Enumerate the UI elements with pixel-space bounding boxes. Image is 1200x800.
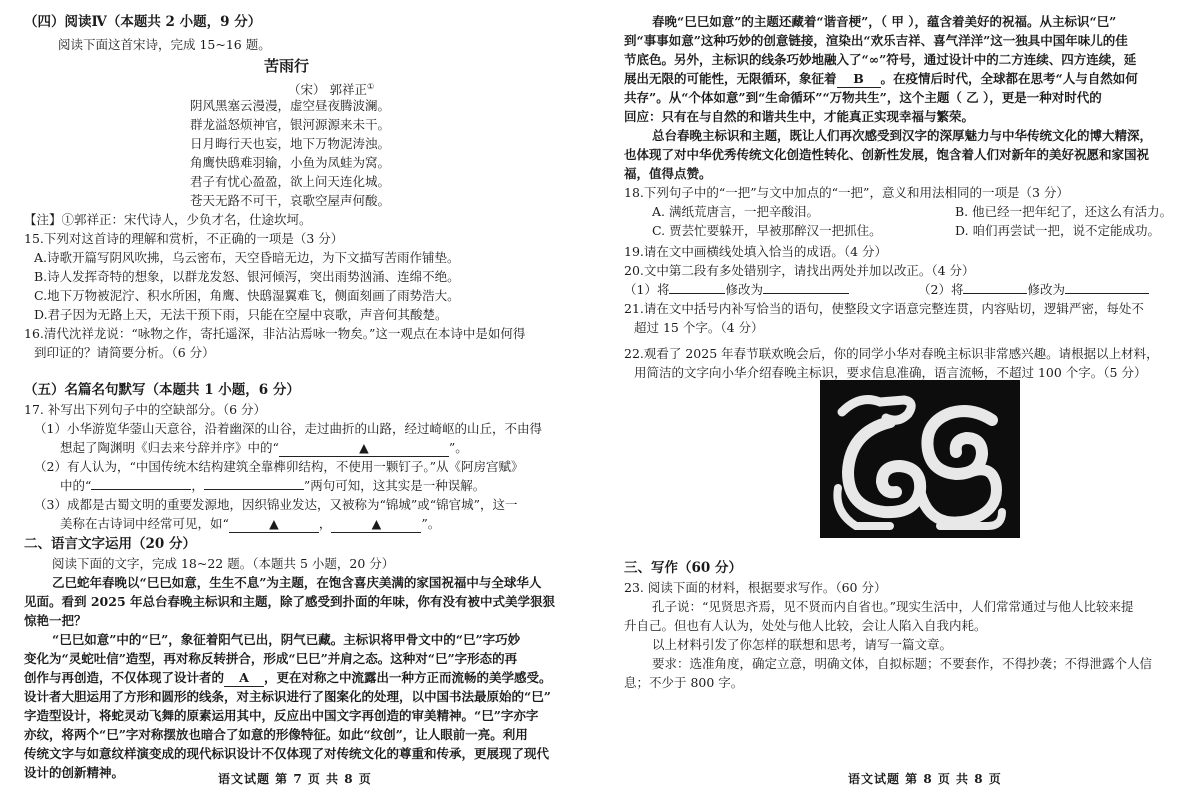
q20-blank-1b[interactable] [763,293,849,294]
q18-option-c: C. 贾芸忙要躲开，早被那醉汉一把抓住。 [652,223,882,238]
passage-p4-line: 总台春晚主标识和主题，既让人们再次感受到汉字的深厚魅力与中华传统文化的博大精深， [652,128,1153,143]
q18-stem: 18.下列句子中的“一把”与文中加点的“一把”，意义和用法相同的一项是（3 分） [624,185,1069,200]
gala-emblem-image [820,380,1020,538]
q17-item3-line2: 美称在古诗词中经常可见，如“ ▲ ， ▲ ”。 [60,516,441,531]
q20-blank-1a[interactable] [669,293,725,294]
q17-blank-3a[interactable]: ▲ [229,516,319,533]
q21-line1: 21.请在文中括号内补写恰当的语句，使整段文字语意完整连贯，内容贴切，逻辑严密，每处不 [624,301,1144,316]
poem-author: （宋） 郭祥正① [288,82,375,98]
section3-heading: 三、写作（60 分） [624,560,742,576]
poem-line: 苍天无路不可干，哀歌空屋声何酸。 [190,193,391,208]
passage-p1-line2: 见面。看到 2025 年总台春晚主标识和主题，除了感受到扑面的年味，你有没有被中式美学狠狠 [24,594,555,609]
q18-option-d: D. 咱们再尝试一把，说不定能成功。 [955,223,1161,238]
q19-stem: 19.请在文中画横线处填入恰当的成语。（4 分） [624,244,888,259]
q20-row: （2）将 修改为 [918,282,1149,298]
q15-option-b: B.诗人发挥奇特的想象，以群龙发怒、银河倾泻，突出雨势汹涌、连绵不绝。 [34,269,460,284]
passage-p3-line: 节底色。另外，主标识的线条巧妙地融入了“∞”符号，通过设计中的二方连续、四方连续，延 [624,52,1137,67]
page-footer-7: 语文试题 第 7 页 共 8 页 [218,772,372,786]
q18-option-a: A. 满纸荒唐言，一把辛酸泪。 [652,204,819,219]
q17-blank-1[interactable]: ▲ [279,440,449,457]
passage-p3-line: 回应：只有在与自然的和谐共生中，才能真正实现幸福与繁荣。 [624,109,975,124]
q23-material-line2: 升自己。但也有人认为，处处与他人比较，会让人陷入自我内耗。 [624,618,987,633]
blank-a[interactable]: A [224,670,264,687]
q17-stem: 17. 补写出下列句子中的空缺部分。（6 分） [24,402,267,417]
q17-blank-3b[interactable]: ▲ [331,516,421,533]
poem-line: 君子有忧心盈盈，欲上问天连化城。 [190,174,391,189]
section2-intro: 阅读下面的文字，完成 18~22 题。（本题共 5 小题，20 分） [52,556,395,571]
passage-p3-line: 春晚“巳巳如意”的主题还藏着“谐音梗”，（ 甲 ），蕴含着美好的祝福。从主标识“巳” [652,14,1117,29]
section5-heading: （五）名篇名句默写（本题共 1 小题，6 分） [24,382,300,398]
q17-blank-2b[interactable] [204,489,304,490]
q16-line2: 到印证的？请简要分析。（6 分） [34,345,215,360]
passage-p3-line: 到“事事如意”这种巧妙的创意链接，渲染出“欢乐吉祥、喜气洋洋”这一独具中国年味儿的佳 [624,33,1128,48]
q15-stem: 15.下列对这首诗的理解和赏析，不正确的一项是（3 分） [24,231,344,246]
page-footer-8: 语文试题 第 8 页 共 8 页 [848,772,1002,786]
poem-line: 阴风黑塞云漫漫，虚空昼夜腾波澜。 [190,98,391,113]
passage-p2-line: “巳巳如意”中的“巳”，象征着阳气已出，阴气已藏。主标识将甲骨文中的“巳”字巧妙 [52,632,521,647]
section4-heading: （四）阅读Ⅳ（本题共 2 小题，9 分） [24,14,262,30]
si-si-ruyi-logo-icon [820,380,1020,538]
poem-line: 日月晦行天也妄，地下万物泥涛浊。 [190,136,391,151]
passage-p4-line: 也体现了对中华优秀传统文化创造性转化、创新性发展，饱含着人们对新年的美好祝愿和家国祝 [624,147,1150,162]
passage-p2-line: 亦纹，将两个“巳”字对称摆放也暗合了如意的形像特征。如此“纹创”，让人眼前一亮。利用 [24,727,528,742]
q15-option-c: C.地下万物被泥泞、积水所困，角鹰、快鸱湿翼难飞，侧面刻画了雨势浩大。 [34,288,460,303]
q20-blank-2b[interactable] [1065,293,1149,294]
passage-p4-line: 福，值得点赞。 [624,166,712,181]
blank-b[interactable]: B [837,71,881,88]
passage-p3-line: 共存”。从“个体如意”到“生命循环”“万物共生”，这个主题（ 乙 ），更是一种对时代的 [624,90,1102,105]
passage-p1-line1: 乙巳蛇年春晚以“巳巳如意，生生不息”为主题，在饱含喜庆美满的家国祝福中与全球华人 [52,575,542,590]
q15-option-a: A.诗歌开篇写阴风吹拂，乌云密布，天空昏暗无边，为下文描写苦雨作铺垫。 [34,250,460,265]
q22-line1: 22.观看了 2025 年春节联欢晚会后，你的同学小华对春晚主标识非常感兴趣。请根据以上材料， [624,346,1159,361]
q23-stem: 23. 阅读下面的材料，根据要求写作。（60 分） [624,580,887,595]
passage-p1-line3: 惊艳一把？ [24,613,87,628]
q15-option-d: D.君子因为无路上天，无法干预下雨，只能在空屋中哀歌，声音何其酸楚。 [34,307,448,322]
q18-option-b: B. 他已经一把年纪了，还这么有活力。 [955,204,1173,219]
q17-item3-line1: （3）成都是古蜀文明的重要发源地，因织锦业发达，又被称为“锦城”或“锦官城”，这一 [34,497,518,512]
q20-blank-2a[interactable] [963,293,1027,294]
poem-note: 【注】①郭祥正：宋代诗人，少负才名，仕途坎坷。 [24,212,312,227]
q20-row: （1）将 修改为 [624,282,849,298]
q20-stem: 20.文中第二段有多处错别字，请找出两处并加以改正。（4 分） [624,263,975,278]
section2-heading: 二、语言文字运用（20 分） [24,536,196,552]
poem-line: 角鹰快鸱难羽输，小鱼为凤蛙为窝。 [190,155,391,170]
poem-line: 群龙溢怒烦神官，银河源源来未干。 [190,117,391,132]
q17-item2-line1: （2）有人认为，“中国传统木结构建筑全靠榫卯结构，不使用一颗钉子。”从《阿房宫赋》 [34,459,524,474]
poem-title: 苦雨行 [264,57,310,75]
q23-requirement-line2: 息；不少于 800 字。 [624,675,744,690]
passage-p2-line-a: 创作与再创造，不仅体现了设计者的 A ，更在对称之中流露出一种方正而流畅的美学感受。 [24,670,552,685]
q23-requirement-line1: 要求：选准角度，确定立意，明确文体，自拟标题；不要套作，不得抄袭；不得泄露个人信 [652,656,1153,671]
q16-line1: 16.清代沈祥龙说：“咏物之作，寄托遥深，非沾沾焉咏一物矣。”这一观点在本诗中是如何得 [24,326,526,341]
passage-p3-line-b: 展出无限的可能性，无限循环，象征着 B 。在疫情后时代，全球都在思考“人与自然如何 [624,71,1138,86]
passage-p2-line: 设计者大胆运用了方形和圆形的线条，对主标识进行了图案化的处理，以中国书法最原始的“巳” [24,689,551,704]
q17-blank-2a[interactable] [91,489,191,490]
q23-material-line1: 孔子说：“见贤思齐焉，见不贤而内自省也。”现实生活中，人们常常通过与他人比较来提 [652,599,1134,614]
passage-p2-line: 传统文字与如意纹样演变成的现代标识设计不仅体现了对传统文化的尊重和传承，更展现了现代 [24,746,550,761]
q17-item1-line1: （1）小华游览华蓥山天意谷，沿着幽深的山谷，走过曲折的山路，经过崎岖的山丘，不由得 [34,421,542,436]
passage-p2-line: 字造型设计，将蛇灵动飞舞的原素运用其中，反应出中国文字再创造的审美精神。“巳”字亦字 [24,708,539,723]
passage-p2-line: 设计的创新精神。 [24,765,125,780]
q22-line2: 用简洁的文字向小华介绍春晚主标识，要求信息准确，语言流畅，不超过 100 个字。（5 分） [634,365,1147,380]
q23-material-line3: 以上材料引发了你怎样的联想和思考，请写一篇文章。 [652,637,953,652]
q21-line2: 超过 15 个字。（4 分） [634,320,764,335]
passage-p2-line: 变化为“灵蛇吐信”造型，再对称反转拼合，形成“巳巳”并肩之态。这种对“巳”字形态的再 [24,651,518,666]
q17-item1-line2: 想起了陶渊明《归去来兮辞并序》中的“ ▲ ”。 [60,440,468,455]
section4-intro: 阅读下面这首宋诗，完成 15~16 题。 [58,37,271,52]
q17-item2-line2: 中的“ ， ”两句可知，这其实是一种误解。 [60,478,486,493]
